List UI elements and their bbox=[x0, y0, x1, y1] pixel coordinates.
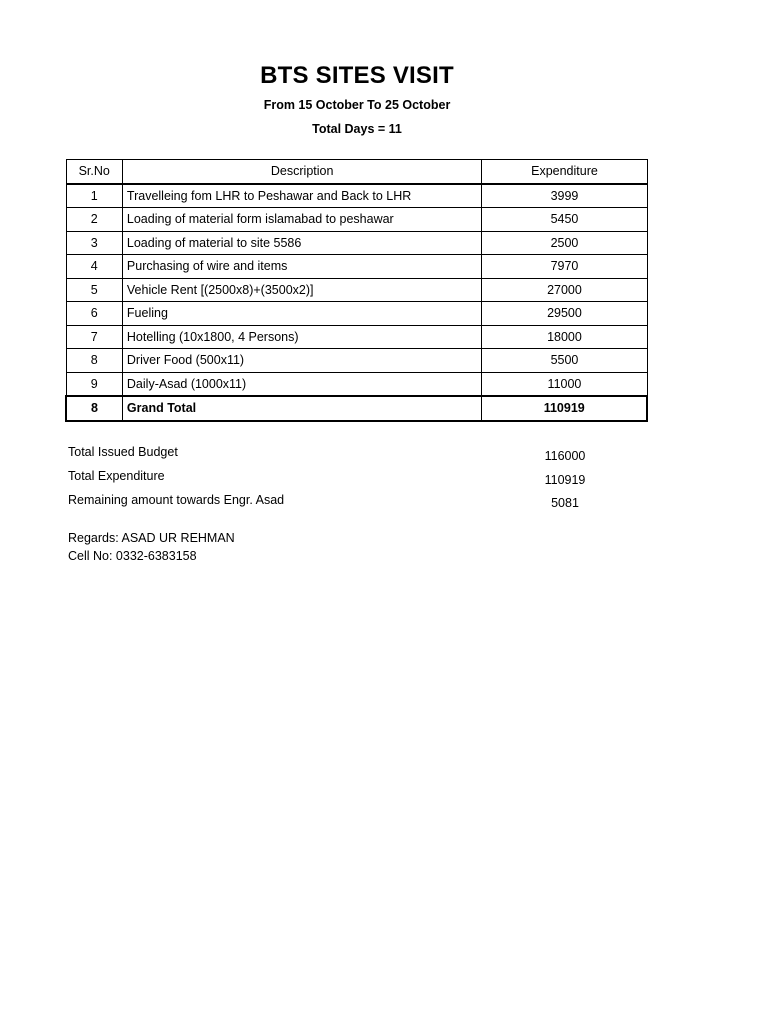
total-expenditure-value: 110919 bbox=[544, 473, 586, 487]
grand-total-label: Grand Total bbox=[122, 396, 482, 421]
document-title: BTS SITES VISIT bbox=[260, 62, 454, 89]
total-expenditure-label: Total Expenditure bbox=[68, 469, 165, 483]
column-header-expenditure: Expenditure bbox=[482, 160, 647, 184]
issued-budget-value: 116000 bbox=[544, 449, 586, 463]
row-sr-no: 5 bbox=[66, 278, 122, 302]
total-days: Total Days = 11 bbox=[312, 122, 402, 136]
row-expenditure: 5450 bbox=[482, 208, 647, 232]
grand-total-value: 110919 bbox=[482, 396, 647, 421]
row-description: Loading of material to site 5586 bbox=[122, 231, 482, 255]
table-row bbox=[66, 184, 647, 208]
table-row bbox=[66, 231, 647, 255]
grand-total-sr-no: 8 bbox=[66, 396, 122, 421]
table-row bbox=[66, 372, 647, 396]
issued-budget-label: Total Issued Budget bbox=[68, 445, 178, 459]
row-expenditure: 18000 bbox=[482, 325, 647, 349]
row-description: Purchasing of wire and items bbox=[122, 255, 482, 279]
row-sr-no: 6 bbox=[66, 302, 122, 326]
remaining-amount-label: Remaining amount towards Engr. Asad bbox=[68, 493, 285, 507]
row-sr-no: 8 bbox=[66, 349, 122, 373]
row-description: Hotelling (10x1800, 4 Persons) bbox=[122, 325, 482, 349]
regards-line: Regards: ASAD UR REHMAN bbox=[68, 531, 235, 545]
cell-number: Cell No: 0332-6383158 bbox=[68, 549, 197, 563]
row-description: Driver Food (500x11) bbox=[122, 349, 482, 373]
expenditure-table bbox=[65, 159, 648, 422]
row-sr-no: 9 bbox=[66, 372, 122, 396]
table-row bbox=[66, 349, 647, 373]
row-expenditure: 27000 bbox=[482, 278, 647, 302]
grand-total-row bbox=[66, 396, 647, 421]
row-description: Travelleing fom LHR to Peshawar and Back to LHR bbox=[122, 184, 482, 208]
row-expenditure: 3999 bbox=[482, 184, 647, 208]
table-row bbox=[66, 325, 647, 349]
table-row bbox=[66, 208, 647, 232]
row-description: Vehicle Rent [(2500x8)+(3500x2)] bbox=[122, 278, 482, 302]
row-expenditure: 5500 bbox=[482, 349, 647, 373]
row-description: Fueling bbox=[122, 302, 482, 326]
date-range: From 15 October To 25 October bbox=[263, 98, 451, 112]
table-row bbox=[66, 278, 647, 302]
row-sr-no: 7 bbox=[66, 325, 122, 349]
row-expenditure: 11000 bbox=[482, 372, 647, 396]
column-header-description: Description bbox=[122, 160, 482, 184]
row-expenditure: 2500 bbox=[482, 231, 647, 255]
table-row bbox=[66, 255, 647, 279]
row-description: Daily-Asad (1000x11) bbox=[122, 372, 482, 396]
row-sr-no: 4 bbox=[66, 255, 122, 279]
row-sr-no: 2 bbox=[66, 208, 122, 232]
row-expenditure: 29500 bbox=[482, 302, 647, 326]
table-header-row bbox=[66, 160, 647, 184]
table-row bbox=[66, 302, 647, 326]
row-sr-no: 1 bbox=[66, 184, 122, 208]
row-description: Loading of material form islamabad to peshawar bbox=[122, 208, 482, 232]
remaining-amount-value: 5081 bbox=[551, 496, 579, 510]
row-sr-no: 3 bbox=[66, 231, 122, 255]
row-expenditure: 7970 bbox=[482, 255, 647, 279]
column-header-sr-no: Sr.No bbox=[66, 160, 122, 184]
